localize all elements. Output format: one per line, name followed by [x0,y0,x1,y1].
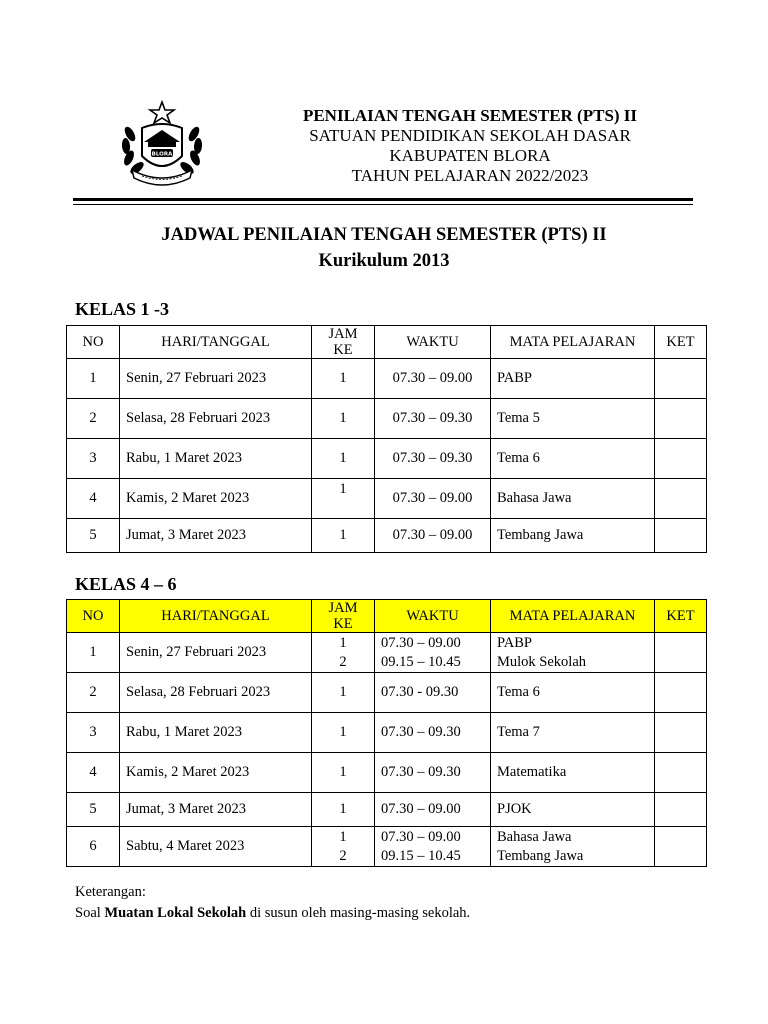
cell-mapel: Tema 6 [491,673,655,713]
cell-jam: 1 [312,399,375,439]
col-no: NO [67,600,120,633]
kelas-4-6-heading: KELAS 4 – 6 [75,574,177,594]
cell-hari: Selasa, 28 Februari 2023 [120,399,312,439]
table-row [67,399,707,439]
col-hari: HARI/TANGGAL [120,326,312,359]
cell-mapel: PABP Mulok Sekolah [491,633,655,673]
cell-waktu: 07.30 – 09.00 [375,519,491,553]
col-no: NO [67,326,120,359]
cell-jam: 1 [312,479,375,519]
cell-waktu: 07.30 – 09.30 [375,753,491,793]
cell-ket [655,713,707,753]
col-ket: KET [655,326,707,359]
col-ket: KET [655,600,707,633]
cell-waktu: 07.30 – 09.00 [375,359,491,399]
cell-ket [655,439,707,479]
cell-jam: 1 [312,713,375,753]
col-hari: HARI/TANGGAL [120,600,312,633]
kelas-1-3-table [66,325,707,553]
cell-hari: Kamis, 2 Maret 2023 [120,479,312,519]
cell-no: 4 [67,479,120,519]
cell-waktu: 07.30 – 09.00 09.15 – 10.45 [375,827,491,867]
cell-no: 6 [67,827,120,867]
table-row [67,753,707,793]
cell-ket [655,519,707,553]
note-suffix: di susun oleh masing-masing sekolah. [246,905,471,921]
col-waktu: WAKTU [375,600,491,633]
cell-waktu: 07.30 – 09.00 [375,479,491,519]
header-line-4: TAHUN PELAJARAN 2022/2023 [351,166,589,185]
cell-waktu: 07.30 – 09.30 [375,399,491,439]
cell-waktu: 07.30 – 09.30 [375,439,491,479]
cell-jam: 1 [312,439,375,479]
col-jam: JAM KE [312,326,375,359]
table-row [67,713,707,753]
cell-ket [655,633,707,673]
cell-ket [655,399,707,439]
cell-jam: 1 [312,519,375,553]
cell-no: 3 [67,713,120,753]
cell-jam: 1 [312,673,375,713]
cell-hari: Sabtu, 4 Maret 2023 [120,827,312,867]
note-text [75,903,470,924]
cell-hari: Selasa, 28 Februari 2023 [120,673,312,713]
cell-hari: Jumat, 3 Maret 2023 [120,519,312,553]
table-row [67,479,707,519]
cell-mapel: Bahasa Jawa [491,479,655,519]
document-header [210,106,730,186]
cell-hari: Rabu, 1 Maret 2023 [120,713,312,753]
cell-hari: Senin, 27 Februari 2023 [120,359,312,399]
cell-mapel: Bahasa Jawa Tembang Jawa [491,827,655,867]
cell-jam: 1 [312,753,375,793]
document-subtitle: Kurikulum 2013 [318,251,450,271]
cell-mapel: Tembang Jawa [491,519,655,553]
cell-mapel: Tema 6 [491,439,655,479]
cell-no: 4 [67,753,120,793]
header-rule-thin [73,204,693,205]
cell-mapel: Tema 5 [491,399,655,439]
cell-ket [655,359,707,399]
cell-jam: 1 2 [312,633,375,673]
cell-jam: 1 [312,793,375,827]
cell-hari: Senin, 27 Februari 2023 [120,633,312,673]
cell-waktu: 07.30 – 09.00 09.15 – 10.45 [375,633,491,673]
cell-mapel: Matematika [491,753,655,793]
cell-waktu: 07.30 – 09.00 [375,793,491,827]
cell-waktu: 07.30 - 09.30 [375,673,491,713]
cell-ket [655,753,707,793]
cell-no: 3 [67,439,120,479]
cell-no: 1 [67,359,120,399]
cell-hari: Jumat, 3 Maret 2023 [120,793,312,827]
table-row [67,633,707,673]
cell-no: 5 [67,793,120,827]
document-title: JADWAL PENILAIAN TENGAH SEMESTER (PTS) II [161,225,607,245]
cell-mapel: Tema 7 [491,713,655,753]
col-waktu: WAKTU [375,326,491,359]
note-bold: Muatan Lokal Sekolah [104,905,247,921]
table-header-row [67,600,707,633]
cell-no: 2 [67,673,120,713]
note-heading: Keterangan: [75,884,146,900]
cell-no: 2 [67,399,120,439]
cell-mapel: PJOK [491,793,655,827]
col-mapel: MATA PELAJARAN [491,326,655,359]
cell-hari: Kamis, 2 Maret 2023 [120,753,312,793]
logo-label: BLORA [151,151,173,158]
cell-ket [655,793,707,827]
cell-jam: 1 [312,359,375,399]
cell-ket [655,479,707,519]
kabupaten-blora-emblem [118,100,206,188]
header-rule-thick [73,198,693,201]
col-jam: JAM KE [312,600,375,633]
keterangan-note [75,882,470,924]
table-row [67,519,707,553]
header-line-3: KABUPATEN BLORA [389,146,551,165]
kelas-4-6-table [66,599,707,867]
cell-no: 5 [67,519,120,553]
table-row [67,359,707,399]
cell-ket [655,673,707,713]
table-row [67,439,707,479]
table-row [67,793,707,827]
table-row [67,673,707,713]
cell-waktu: 07.30 – 09.30 [375,713,491,753]
table-row [67,827,707,867]
cell-ket [655,827,707,867]
header-line-1: PENILAIAN TENGAH SEMESTER (PTS) II [302,106,638,125]
cell-hari: Rabu, 1 Maret 2023 [120,439,312,479]
table-header-row [67,326,707,359]
cell-mapel: PABP [491,359,655,399]
col-mapel: MATA PELAJARAN [491,600,655,633]
kelas-1-3-heading: KELAS 1 -3 [75,299,170,319]
cell-no: 1 [67,633,120,673]
cell-jam: 1 2 [312,827,375,867]
header-line-2: SATUAN PENDIDIKAN SEKOLAH DASAR [309,126,631,145]
note-prefix: Soal [75,905,105,921]
